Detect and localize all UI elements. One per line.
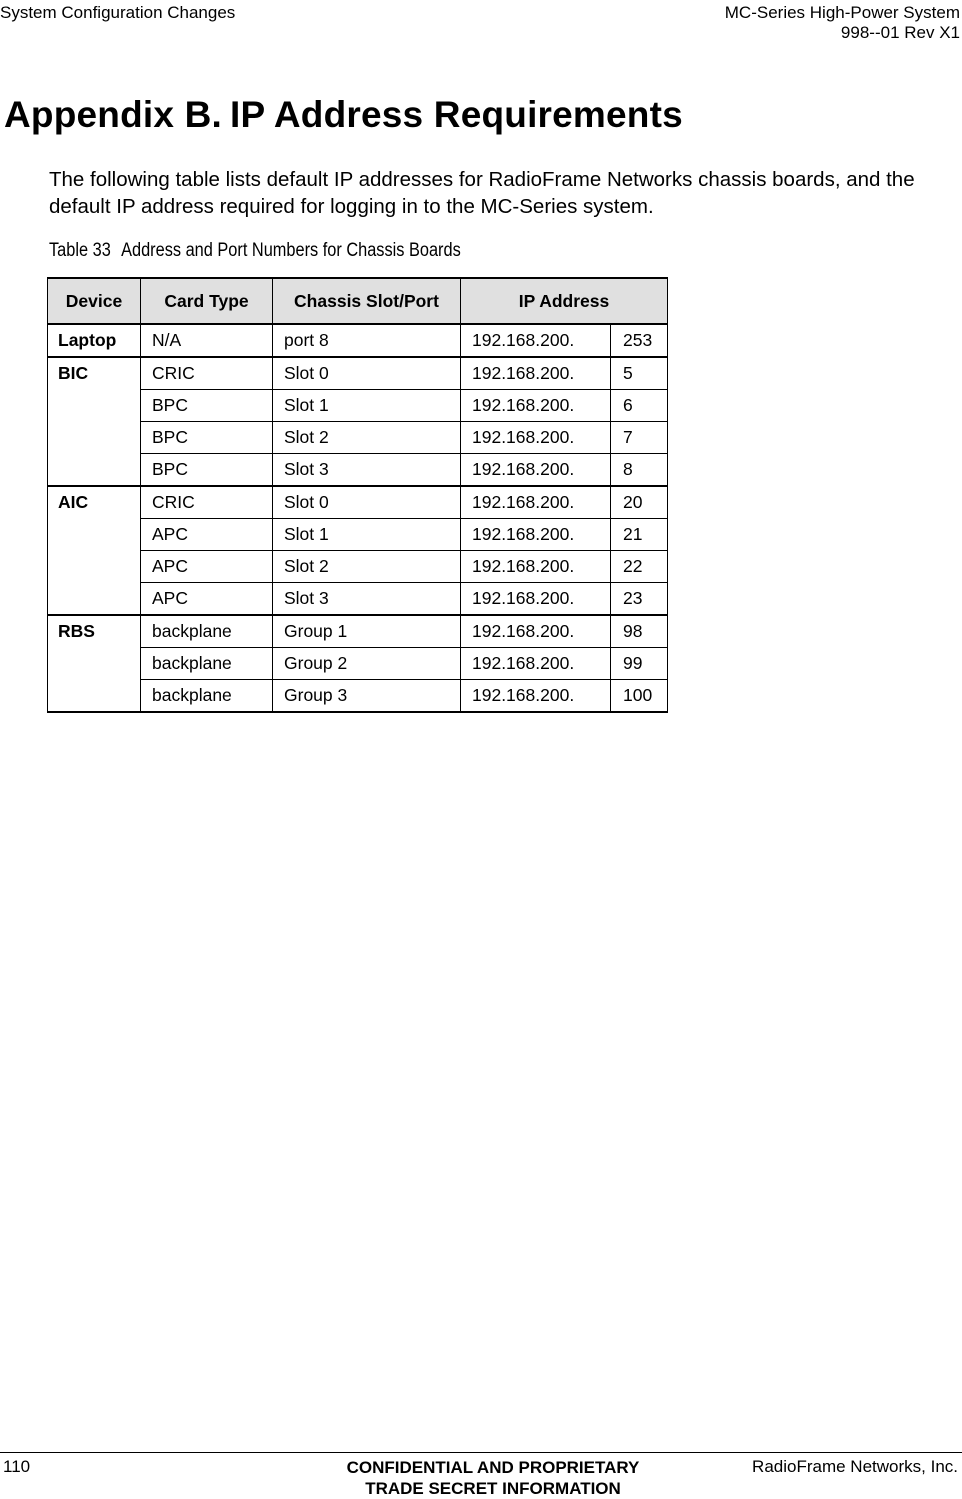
header-doc-title: MC-Series High-Power System xyxy=(724,3,960,22)
card-type-cell: APC xyxy=(141,519,273,551)
ip-octet-cell: 100 xyxy=(611,680,668,713)
table-caption-title: Address and Port Numbers for Chassis Boards xyxy=(121,240,461,261)
slot-cell: port 8 xyxy=(273,324,461,357)
device-cell: BIC xyxy=(48,357,141,486)
ip-base-cell: 192.168.200. xyxy=(461,680,611,713)
table-row xyxy=(48,519,668,551)
card-type-cell: BPC xyxy=(141,422,273,454)
card-type-cell: backplane xyxy=(141,615,273,648)
page-number: 110 xyxy=(3,1457,31,1476)
header-doc-revision: 998--01 Rev X1 xyxy=(840,23,960,42)
card-type-cell: backplane xyxy=(141,648,273,680)
ip-octet-cell: 253 xyxy=(611,324,668,357)
card-type-cell: BPC xyxy=(141,454,273,487)
slot-cell: Group 3 xyxy=(273,680,461,713)
table-row xyxy=(48,648,668,680)
ip-base-cell: 192.168.200. xyxy=(461,519,611,551)
header-ip-address: IP Address xyxy=(461,278,668,324)
table-row xyxy=(48,357,668,390)
ip-octet-cell: 8 xyxy=(611,454,668,487)
running-header-right xyxy=(725,3,960,43)
ip-base-cell: 192.168.200. xyxy=(461,551,611,583)
confidentiality-line-1: CONFIDENTIAL AND PROPRIETARY xyxy=(346,1458,640,1477)
ip-octet-cell: 23 xyxy=(611,583,668,616)
ip-base-cell: 192.168.200. xyxy=(461,324,611,357)
table-row xyxy=(48,422,668,454)
ip-base-cell: 192.168.200. xyxy=(461,454,611,487)
ip-base-cell: 192.168.200. xyxy=(461,422,611,454)
slot-cell: Slot 2 xyxy=(273,422,461,454)
ip-octet-cell: 7 xyxy=(611,422,668,454)
slot-cell: Slot 0 xyxy=(273,486,461,519)
table-row xyxy=(48,615,668,648)
table-row xyxy=(48,390,668,422)
card-type-cell: BPC xyxy=(141,390,273,422)
table-caption xyxy=(49,239,461,263)
header-chassis-slot: Chassis Slot/Port xyxy=(273,278,461,324)
device-cell: AIC xyxy=(48,486,141,615)
table-row xyxy=(48,551,668,583)
running-header-left: System Configuration Changes xyxy=(0,3,236,22)
footer-divider xyxy=(0,1452,962,1453)
card-type-cell: CRIC xyxy=(141,486,273,519)
card-type-cell: CRIC xyxy=(141,357,273,390)
table-row xyxy=(48,454,668,487)
ip-base-cell: 192.168.200. xyxy=(461,357,611,390)
ip-octet-cell: 98 xyxy=(611,615,668,648)
card-type-cell: backplane xyxy=(141,680,273,713)
ip-octet-cell: 5 xyxy=(611,357,668,390)
slot-cell: Group 1 xyxy=(273,615,461,648)
card-type-cell: APC xyxy=(141,583,273,616)
card-type-cell: APC xyxy=(141,551,273,583)
table-row xyxy=(48,486,668,519)
ip-octet-cell: 6 xyxy=(611,390,668,422)
appendix-number: Appendix B. xyxy=(4,94,223,135)
ip-base-cell: 192.168.200. xyxy=(461,486,611,519)
table-row xyxy=(48,583,668,616)
slot-cell: Slot 2 xyxy=(273,551,461,583)
appendix-title: IP Address Requirements xyxy=(230,94,683,135)
footer-company: RadioFrame Networks, Inc. xyxy=(752,1457,958,1476)
slot-cell: Slot 1 xyxy=(273,390,461,422)
intro-paragraph: The following table lists default IP addresses for RadioFrame Networks chassis boards, and the default IP address required for logging in to the MC-Series system. xyxy=(49,168,915,218)
table-row xyxy=(48,680,668,713)
slot-cell: Slot 0 xyxy=(273,357,461,390)
slot-cell: Slot 3 xyxy=(273,454,461,487)
ip-address-table xyxy=(47,277,668,713)
slot-cell: Slot 3 xyxy=(273,583,461,616)
device-cell: RBS xyxy=(48,615,141,712)
ip-octet-cell: 20 xyxy=(611,486,668,519)
slot-cell: Slot 1 xyxy=(273,519,461,551)
table-header-row xyxy=(48,278,668,324)
ip-octet-cell: 22 xyxy=(611,551,668,583)
confidentiality-line-2: TRADE SECRET INFORMATION xyxy=(365,1479,621,1498)
slot-cell: Group 2 xyxy=(273,648,461,680)
table-row xyxy=(48,324,668,357)
ip-base-cell: 192.168.200. xyxy=(461,648,611,680)
ip-octet-cell: 21 xyxy=(611,519,668,551)
device-cell: Laptop xyxy=(48,324,141,357)
header-device: Device xyxy=(48,278,141,324)
header-card-type: Card Type xyxy=(141,278,273,324)
ip-base-cell: 192.168.200. xyxy=(461,583,611,616)
ip-base-cell: 192.168.200. xyxy=(461,615,611,648)
table-caption-number: Table 33 xyxy=(49,240,111,261)
ip-base-cell: 192.168.200. xyxy=(461,390,611,422)
ip-octet-cell: 99 xyxy=(611,648,668,680)
page-title xyxy=(4,93,683,137)
card-type-cell: N/A xyxy=(141,324,273,357)
